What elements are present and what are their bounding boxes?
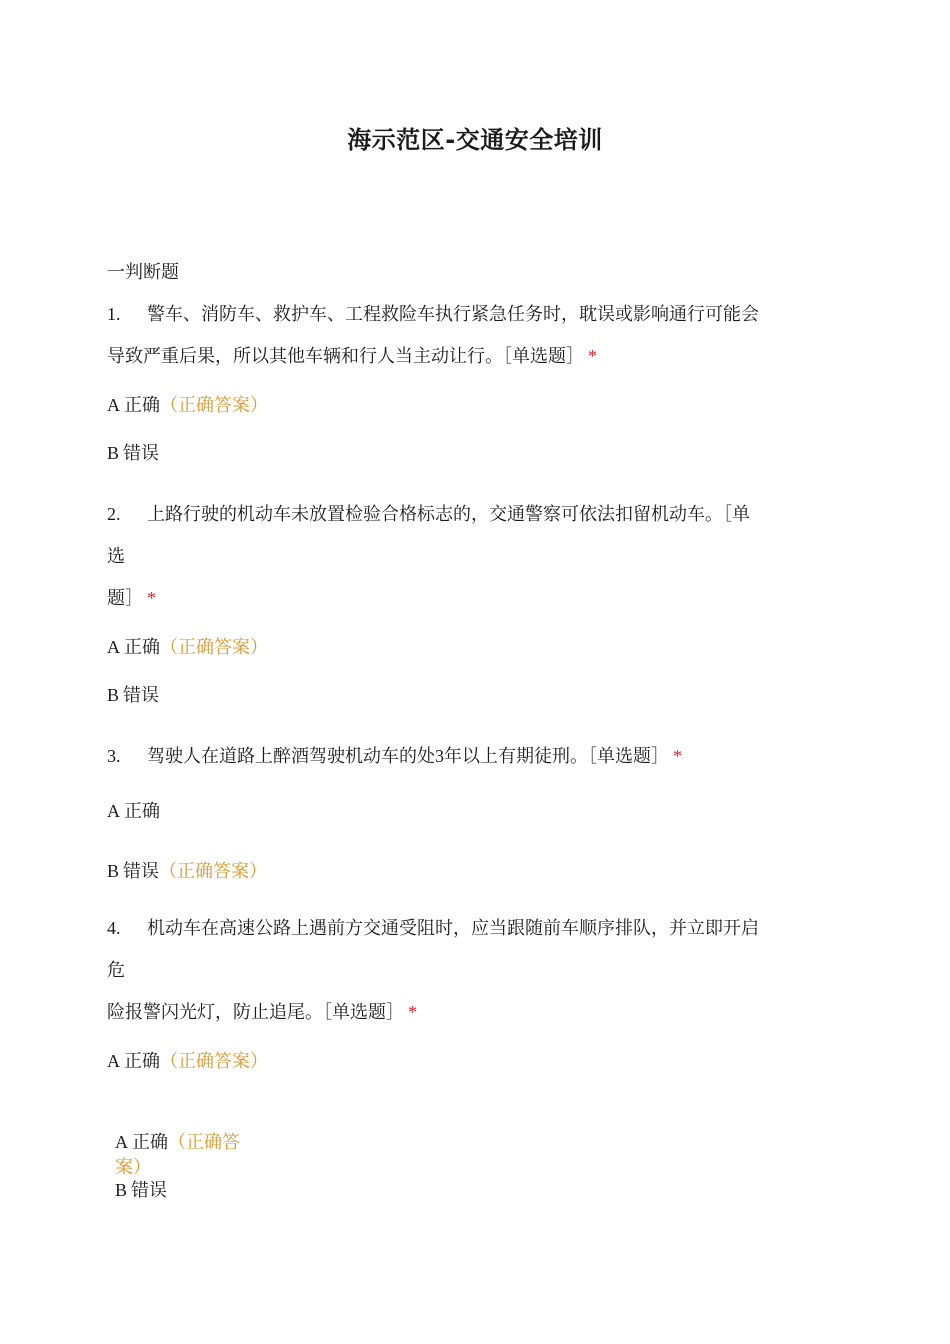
question-1-line-1 xyxy=(107,300,759,326)
option-letter: B xyxy=(107,443,120,463)
option-text: 正确 xyxy=(124,1051,160,1072)
required-mark: * xyxy=(147,588,156,608)
required-mark: * xyxy=(588,346,597,366)
correct-answer-tag: （正确答 xyxy=(168,1132,240,1153)
question-2-line-2 xyxy=(107,542,125,568)
question-number: 2. xyxy=(107,504,121,524)
question-text: 上路行驶的机动车未放置检验合格标志的，交通警察可依法扣留机动车。［单 xyxy=(147,504,750,525)
correct-answer-tag-wrap: 案） xyxy=(115,1157,151,1178)
required-mark: * xyxy=(408,1002,417,1022)
correct-answer-tag: （正确答案） xyxy=(160,395,268,416)
question-text: 险报警闪光灯，防止追尾。［单选题］ xyxy=(107,1002,404,1023)
question-1-option-a[interactable] xyxy=(107,391,268,417)
required-mark: * xyxy=(673,746,682,766)
option-letter: B xyxy=(107,685,120,705)
question-text: 机动车在高速公路上遇前方交通受阻时，应当跟随前车顺序排队，并立即开启 xyxy=(147,918,759,939)
question-text: 选 xyxy=(107,546,125,567)
correct-answer-tag: （正确答案） xyxy=(160,1051,268,1072)
question-inline-number: 3 xyxy=(435,746,444,766)
question-text: 危 xyxy=(107,960,125,981)
option-text: 错误 xyxy=(123,685,160,706)
question-2-option-a[interactable] xyxy=(107,633,268,659)
question-1-line-2 xyxy=(107,342,597,368)
question-4-line-3 xyxy=(107,998,417,1024)
section-heading: 一判断题 xyxy=(107,262,179,283)
option-letter: B xyxy=(115,1180,128,1200)
option-letter: A xyxy=(107,801,120,821)
option-text: 错误 xyxy=(123,861,160,882)
page-title: 海示范区-交通安全培训 xyxy=(347,126,603,154)
question-text: 驾驶人在道路上醉酒驾驶机动车的处 xyxy=(147,746,435,767)
option-text: 正确 xyxy=(124,395,160,416)
option-letter: A xyxy=(107,637,120,657)
question-4-line-1 xyxy=(107,914,759,940)
question-1-option-b[interactable] xyxy=(107,439,159,465)
option-text: 错误 xyxy=(131,1180,168,1201)
question-2-line-1 xyxy=(107,500,750,526)
option-text: 错误 xyxy=(123,443,160,464)
question-number: 3. xyxy=(107,746,121,766)
question-text: 警车、消防车、救护车、工程救险车执行紧急任务时，耽误或影响通行可能会 xyxy=(147,304,759,325)
question-number: 1. xyxy=(107,304,121,324)
question-text: 年以上有期徒刑。［单选题］ xyxy=(444,746,669,767)
option-letter: B xyxy=(107,861,120,881)
question-2-line-3 xyxy=(107,584,156,610)
option-text: 正确 xyxy=(124,637,160,658)
extra-option-a[interactable] xyxy=(115,1128,240,1154)
option-text: 正确 xyxy=(124,801,160,822)
correct-answer-tag: （正确答案） xyxy=(160,637,268,658)
option-text: 正确 xyxy=(132,1132,168,1153)
option-letter: A xyxy=(107,395,120,415)
question-text: 题］ xyxy=(107,588,143,609)
extra-option-b[interactable] xyxy=(115,1176,167,1202)
question-4-option-a[interactable] xyxy=(107,1047,268,1073)
question-4-line-2 xyxy=(107,956,125,982)
option-letter: A xyxy=(115,1132,128,1152)
correct-answer-tag: （正确答案） xyxy=(159,861,268,882)
option-letter: A xyxy=(107,1051,120,1071)
question-2-option-b[interactable] xyxy=(107,681,159,707)
question-3-line-1 xyxy=(107,742,682,768)
question-3-option-a[interactable] xyxy=(107,797,160,823)
question-3-option-b[interactable] xyxy=(107,857,267,883)
question-text: 导致严重后果，所以其他车辆和行人当主动让行。［单选题］ xyxy=(107,346,584,367)
question-number: 4. xyxy=(107,918,121,938)
